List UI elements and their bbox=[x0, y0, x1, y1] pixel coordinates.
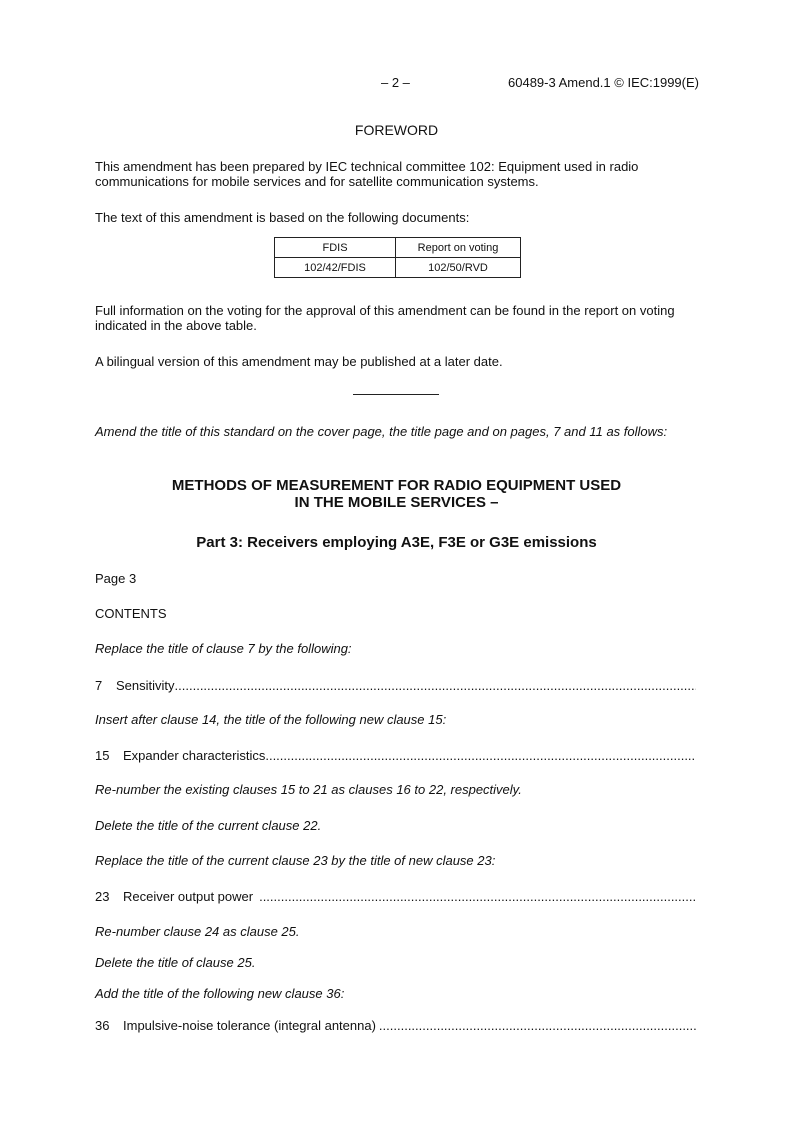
table-header-fdis: FDIS bbox=[275, 238, 396, 258]
page-reference: Page 3 bbox=[95, 571, 137, 586]
foreword-heading: FOREWORD bbox=[354, 122, 439, 138]
separator-rule bbox=[353, 394, 439, 395]
document-reference: 60489-3 Amend.1 © IEC:1999(E) bbox=[508, 75, 699, 90]
instruction-delete-25: Delete the title of clause 25. bbox=[95, 955, 256, 970]
contents-heading: CONTENTS bbox=[95, 606, 167, 621]
title-line-2: IN THE MOBILE SERVICES – bbox=[294, 494, 499, 511]
toc-entry-15 bbox=[95, 748, 696, 763]
toc-entry-7 bbox=[95, 678, 696, 693]
instruction-clause-7: Replace the title of clause 7 by the following: bbox=[95, 641, 352, 656]
toc-entry-36 bbox=[95, 1018, 696, 1033]
toc-title: Expander characteristics bbox=[123, 748, 266, 763]
toc-number: 7 bbox=[95, 678, 103, 693]
instruction-renumber-15-21: Re-number the existing clauses 15 to 21 as clauses 16 to 22, respectively. bbox=[95, 782, 522, 797]
part-title: Part 3: Receivers employing A3E, F3E or G3E emissions bbox=[196, 534, 597, 551]
toc-leader-dots bbox=[259, 889, 696, 904]
title-line-1: METHODS OF MEASUREMENT FOR RADIO EQUIPMENT USED bbox=[171, 477, 622, 494]
amend-instruction: Amend the title of this standard on the cover page, the title page and on pages, 7 and 11 as follows: bbox=[95, 424, 668, 439]
instruction-delete-22: Delete the title of the current clause 22. bbox=[95, 818, 322, 833]
foreword-paragraph-3: Full information on the voting for the approval of this amendment can be found in the report on voting indicated in the above table. bbox=[95, 303, 675, 333]
instruction-clause-23: Replace the title of the current clause 23 by the title of new clause 23: bbox=[95, 853, 496, 868]
documents-table bbox=[274, 237, 521, 278]
table-cell-report: 102/50/RVD bbox=[396, 258, 521, 278]
instruction-renumber-24: Re-number clause 24 as clause 25. bbox=[95, 924, 300, 939]
toc-number: 36 bbox=[95, 1018, 110, 1033]
foreword-paragraph-2: The text of this amendment is based on the following documents: bbox=[95, 210, 470, 225]
toc-number: 23 bbox=[95, 889, 110, 904]
toc-leader-dots bbox=[265, 748, 696, 763]
toc-number: 15 bbox=[95, 748, 110, 763]
toc-title: Impulsive-noise tolerance (integral antenna) bbox=[123, 1018, 376, 1033]
toc-title: Receiver output power bbox=[123, 889, 254, 904]
foreword-paragraph-4: A bilingual version of this amendment may be published at a later date. bbox=[95, 354, 503, 369]
toc-leader-dots bbox=[175, 678, 696, 693]
instruction-clause-36: Add the title of the following new clause 36: bbox=[95, 986, 345, 1001]
page-number: – 2 – bbox=[381, 75, 410, 90]
foreword-paragraph-1: This amendment has been prepared by IEC technical committee 102: Equipment used in radio communications for mobile services and for satellite communication systems. bbox=[95, 159, 639, 189]
toc-title: Sensitivity bbox=[116, 678, 175, 693]
table-header-report: Report on voting bbox=[396, 238, 521, 258]
toc-entry-23 bbox=[95, 889, 696, 904]
table-row bbox=[275, 258, 521, 278]
instruction-clause-15: Insert after clause 14, the title of the following new clause 15: bbox=[95, 712, 447, 727]
standard-title bbox=[0, 477, 793, 511]
table-header-row bbox=[275, 238, 521, 258]
toc-leader-dots bbox=[379, 1018, 696, 1033]
table-cell-fdis: 102/42/FDIS bbox=[275, 258, 396, 278]
